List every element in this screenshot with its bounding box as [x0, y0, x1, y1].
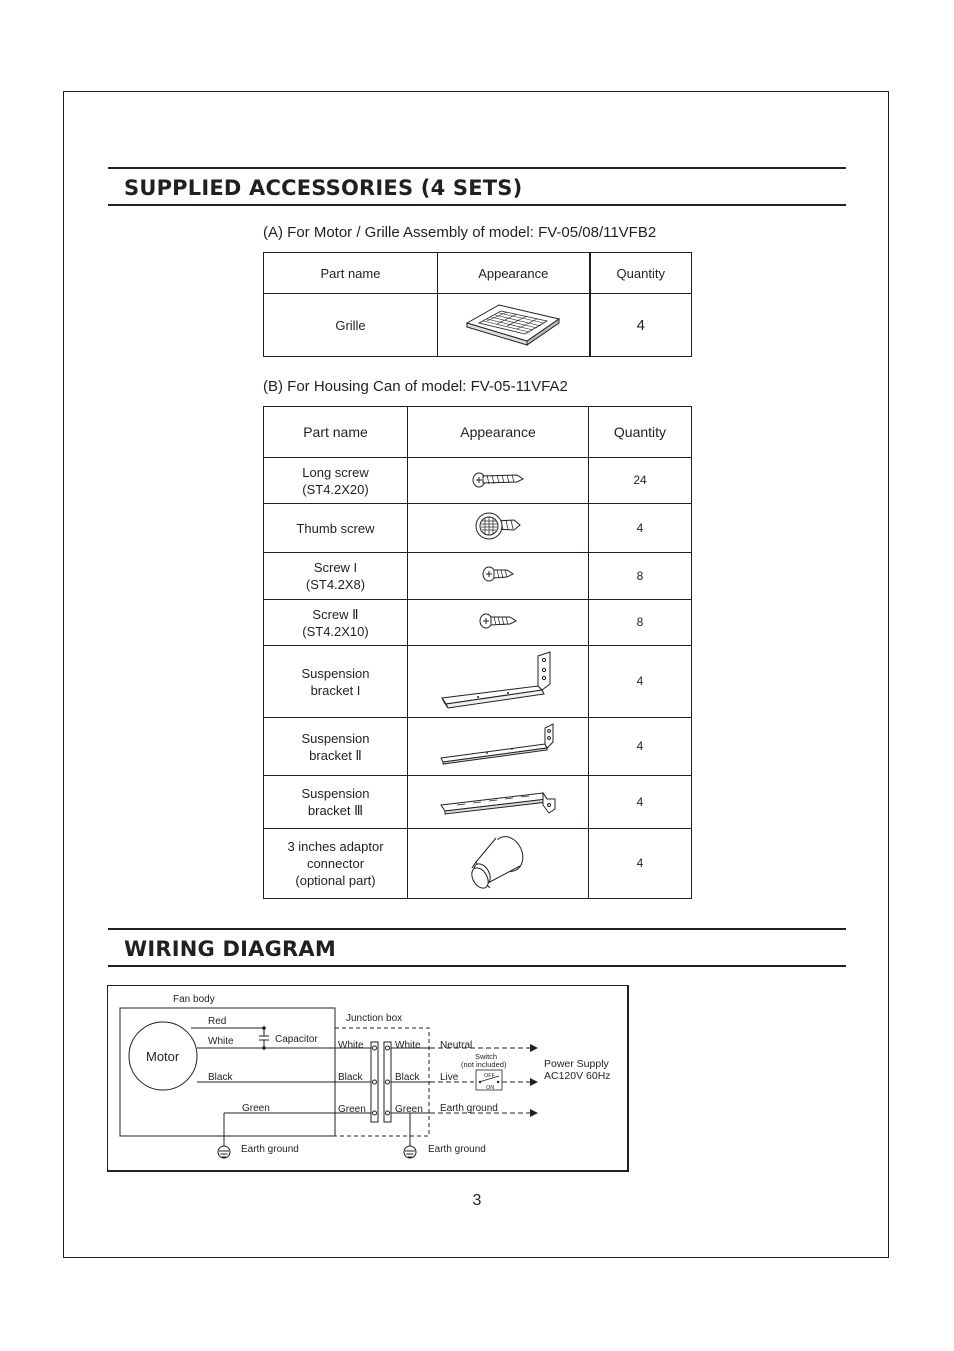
- quantity-value: 4: [589, 829, 692, 899]
- part-name: Thumb screw: [264, 504, 408, 553]
- table-header-row: [264, 407, 692, 458]
- quantity-value: 8: [589, 553, 692, 600]
- bracket-thin-icon: [437, 722, 559, 768]
- long-screw-icon: [471, 468, 525, 490]
- jb-black-out-label: Black: [395, 1072, 420, 1083]
- earth-ground-right-label: Earth ground: [428, 1144, 486, 1155]
- live-label: Live: [440, 1072, 459, 1083]
- accessories-title: SUPPLIED ACCESSORIES (4 SETS): [124, 176, 523, 200]
- part-name: Grille: [264, 294, 438, 357]
- thumb-screw-icon: [474, 509, 522, 543]
- switch-on-label: ON: [486, 1085, 495, 1091]
- part-name: 3 inches adaptor connector (optional part): [264, 829, 408, 899]
- section-a-caption: (A) For Motor / Grille Assembly of model: FV-05/08/11VFB2: [263, 224, 657, 241]
- appearance-cell: [408, 504, 589, 553]
- appearance-cell: [408, 829, 589, 899]
- header-appearance: Appearance: [408, 407, 589, 458]
- wiring-schematic: [108, 986, 628, 1171]
- table-row: [264, 294, 692, 357]
- part-name: Suspension bracket Ⅱ: [264, 718, 408, 776]
- capacitor-label: Capacitor: [275, 1034, 318, 1045]
- appearance-cell: [408, 776, 589, 829]
- appearance-cell: [408, 646, 589, 718]
- part-name: Screw I (ST4.2X8): [264, 553, 408, 600]
- jb-green-out-label: Green: [395, 1104, 423, 1115]
- bracket-slotted-icon: [437, 779, 559, 821]
- power-supply-label: Power Supply: [544, 1058, 609, 1070]
- wire-red-label: Red: [208, 1016, 227, 1027]
- wire-black-label: Black: [208, 1072, 233, 1083]
- header-quantity: Quantity: [589, 407, 692, 458]
- accessories-section-header: [108, 167, 846, 206]
- quantity-value: 24: [589, 458, 692, 504]
- neutral-label: Neutral: [440, 1040, 473, 1051]
- jb-black-in-label: Black: [338, 1072, 363, 1083]
- power-spec-label: AC120V 60Hz: [544, 1070, 611, 1082]
- bracket-large-icon: [438, 648, 558, 712]
- earth-ground-left-label: Earth ground: [241, 1144, 299, 1155]
- appearance-cell: [408, 600, 589, 646]
- section-a-table: [263, 252, 692, 357]
- adaptor-connector-icon: [468, 832, 528, 892]
- table-row: [264, 829, 692, 899]
- part-name: Long screw (ST4.2X20): [264, 458, 408, 504]
- section-b-caption: (B) For Housing Can of model: FV-05-11VFA2: [263, 378, 568, 395]
- appearance-cell: [408, 718, 589, 776]
- quantity-value: 4: [589, 718, 692, 776]
- fan-body-label: Fan body: [173, 994, 215, 1005]
- quantity-value: 4: [589, 776, 692, 829]
- short-screw-icon: [481, 564, 515, 584]
- table-row: [264, 458, 692, 504]
- jb-green-in-label: Green: [338, 1104, 366, 1115]
- table-row: [264, 646, 692, 718]
- screw-icon: [478, 611, 518, 631]
- table-row: [264, 553, 692, 600]
- header-part-name: Part name: [264, 253, 438, 294]
- motor-label: Motor: [146, 1049, 180, 1064]
- table-row: [264, 776, 692, 829]
- earth-ground-right-icon: [404, 1146, 416, 1158]
- appearance-cell: [408, 458, 589, 504]
- wiring-section-header: [108, 928, 846, 967]
- grille-icon: [463, 299, 563, 347]
- quantity-value: 4: [590, 294, 692, 357]
- header-part-name: Part name: [264, 407, 408, 458]
- earth-ground-line-label: Earth ground: [440, 1103, 498, 1114]
- part-name: Suspension bracket I: [264, 646, 408, 718]
- header-appearance: Appearance: [438, 253, 590, 294]
- part-name: Suspension bracket Ⅲ: [264, 776, 408, 829]
- table-row: [264, 504, 692, 553]
- quantity-value: 8: [589, 600, 692, 646]
- table-header-row: [264, 253, 692, 294]
- quantity-value: 4: [589, 504, 692, 553]
- switch-note-label: (not included): [461, 1060, 507, 1069]
- wire-green-label: Green: [242, 1103, 270, 1114]
- junction-box-label: Junction box: [346, 1013, 403, 1024]
- header-quantity: Quantity: [590, 253, 692, 294]
- appearance-cell: [438, 294, 590, 357]
- wiring-diagram: [107, 985, 629, 1172]
- jb-white-in-label: White: [338, 1040, 364, 1051]
- part-name: Screw Ⅱ (ST4.2X10): [264, 600, 408, 646]
- switch-label: Switch: [475, 1052, 498, 1061]
- section-b-table: [263, 406, 692, 899]
- jb-white-out-label: White: [395, 1040, 421, 1051]
- quantity-value: 4: [589, 646, 692, 718]
- switch-off-label: OFF: [484, 1073, 495, 1079]
- earth-ground-left-icon: [218, 1146, 230, 1158]
- table-row: [264, 718, 692, 776]
- table-row: [264, 600, 692, 646]
- page-number: 3: [472, 1192, 482, 1209]
- terminal-blocks: [371, 1042, 391, 1122]
- wiring-title: WIRING DIAGRAM: [124, 937, 336, 961]
- appearance-cell: [408, 553, 589, 600]
- wire-white-label: White: [208, 1036, 234, 1047]
